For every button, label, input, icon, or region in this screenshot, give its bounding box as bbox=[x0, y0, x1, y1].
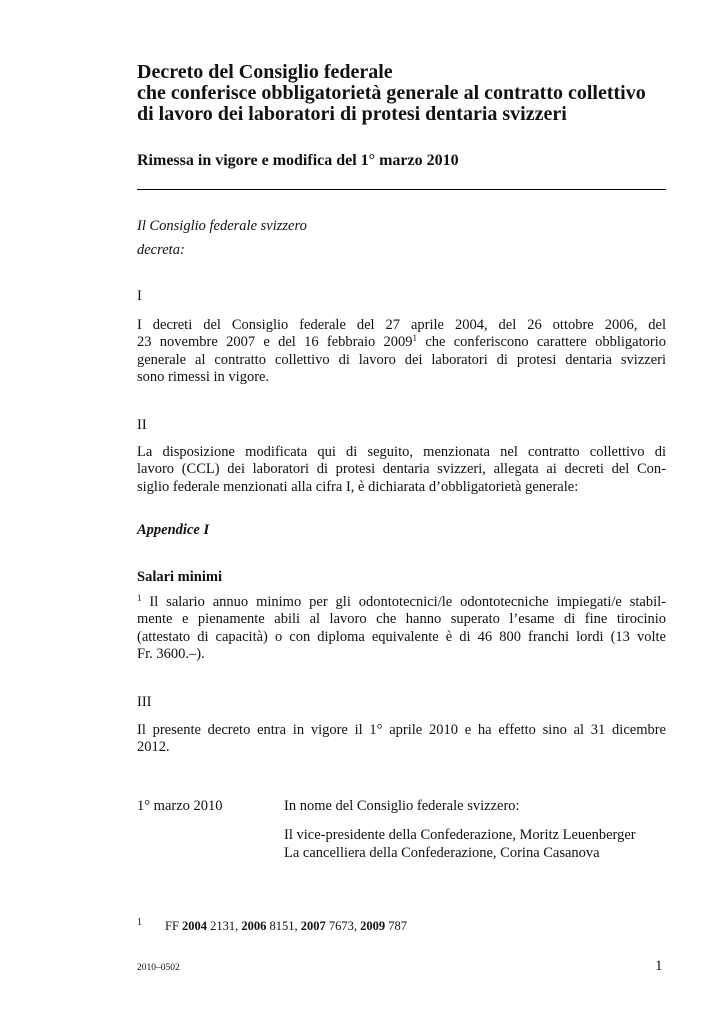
preamble bbox=[137, 214, 307, 262]
paragraph-line: siglio federale menzionati alla cifra I, è dichiarata d’obbligatorietà generale: bbox=[137, 478, 579, 495]
wages-paragraph bbox=[137, 594, 666, 663]
document-id: 2010–0502 bbox=[137, 963, 180, 973]
preamble-line: decreta: bbox=[137, 242, 185, 258]
document-title bbox=[137, 62, 697, 125]
page-number: 1 bbox=[655, 958, 663, 974]
section-number: I bbox=[137, 288, 142, 304]
footnote-page: 7673, bbox=[325, 919, 361, 933]
line-text: 23 novembre 2007 e del 16 febbraio 2009 bbox=[137, 334, 413, 351]
wages-heading: Salari minimi bbox=[137, 569, 222, 585]
footnote-year: 2004 bbox=[182, 919, 208, 933]
paragraph-line: Fr. 3600.–). bbox=[137, 645, 205, 662]
paragraph-line: lavoro (CCL) dei laboratori di protesi dentaria svizzeri, allegata ai decreti del Con- bbox=[137, 461, 666, 478]
paragraph-line: generale al contratto collettivo di lavoro dei laboratori di protesi dentaria svizzeri bbox=[137, 351, 666, 368]
footnote-text bbox=[165, 919, 407, 934]
paragraph-line: sono rimessi in vigore. bbox=[137, 368, 270, 385]
footnote-prefix: FF bbox=[165, 919, 183, 933]
title-line: di lavoro dei laboratori di protesi dentaria svizzeri bbox=[137, 103, 567, 125]
appendix-heading: Appendice I bbox=[137, 522, 210, 538]
footnote-year: 2006 bbox=[241, 919, 267, 933]
paragraph-line: La disposizione modificata qui di seguito, menzionata nel contratto collettivo di bbox=[137, 444, 666, 460]
signature-date: 1° marzo 2010 bbox=[137, 798, 223, 814]
preamble-line: Il Consiglio federale svizzero bbox=[137, 218, 307, 234]
footnote-year: 2007 bbox=[300, 919, 326, 933]
signature-line: La cancelliera della Confederazione, Corina Casanova bbox=[284, 844, 600, 861]
footnote-page: 2131, bbox=[207, 919, 242, 933]
line-text: che conferiscono carattere obbligatorio bbox=[417, 334, 667, 351]
section-1-paragraph bbox=[137, 317, 666, 386]
title-line: Decreto del Consiglio federale bbox=[137, 61, 393, 83]
document-subtitle: Rimessa in vigore e modifica del 1° marzo 2010 bbox=[137, 152, 459, 169]
paragraph-line bbox=[137, 334, 666, 351]
signature-line: In nome del Consiglio federale svizzero: bbox=[284, 798, 520, 814]
section-number: II bbox=[137, 417, 147, 433]
footnote-page: 8151, bbox=[266, 919, 301, 933]
line-text: Il salario annuo minimo per gli odontotecnici/le odontotecniche impiegati/e stabil- bbox=[141, 594, 666, 610]
title-line: che conferisce obbligatorietà generale al contratto collettivo bbox=[137, 82, 646, 104]
horizontal-rule bbox=[137, 189, 666, 190]
signature-line: Il vice-presidente della Confederazione, Moritz Leuenberger bbox=[284, 827, 636, 844]
section-2-paragraph bbox=[137, 444, 666, 496]
paragraph-line: I decreti del Consiglio federale del 27 aprile 2004, del 26 ottobre 2006, del bbox=[137, 317, 666, 333]
paragraph-line: (attestato di capacità) o con diploma equivalente è di 46 800 franchi lordi (13 volte bbox=[137, 628, 666, 645]
section-3-paragraph bbox=[137, 722, 666, 757]
footnote-ref[interactable]: 1 bbox=[412, 333, 418, 344]
paragraph-line: 2012. bbox=[137, 739, 170, 756]
paragraph-line: Il presente decreto entra in vigore il 1° aprile 2010 e ha effetto sino al 31 dicembre bbox=[137, 722, 666, 738]
paragraph-line bbox=[137, 594, 666, 611]
section-number: III bbox=[137, 694, 152, 710]
paragraph-line: mente e pienamente abili al lavoro che hanno superato l’esame di fine tirocinio bbox=[137, 611, 666, 628]
signature-block bbox=[284, 798, 636, 862]
footnote-number: 1 bbox=[137, 917, 142, 928]
footnote-page: 787 bbox=[385, 919, 408, 933]
paragraph-number: 1 bbox=[137, 593, 142, 603]
footnote-year: 2009 bbox=[360, 919, 386, 933]
